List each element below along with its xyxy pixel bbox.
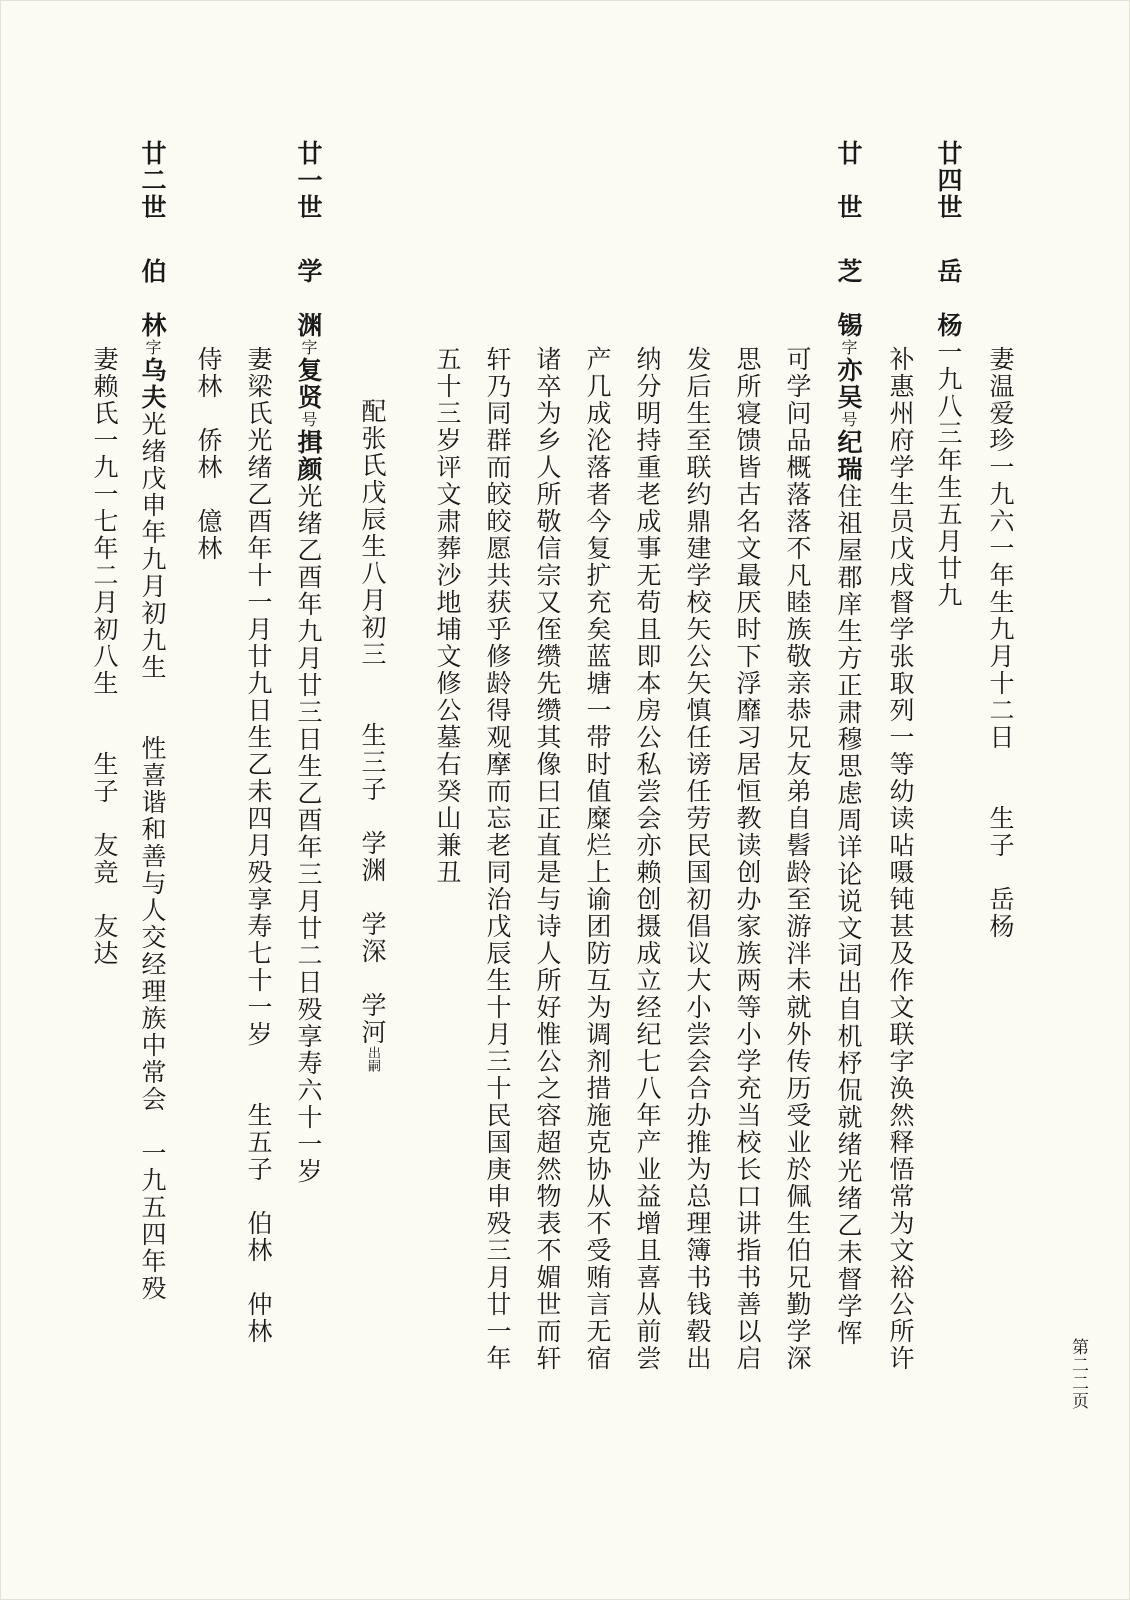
annotation-adopted-out: 出嗣 xyxy=(365,1046,380,1072)
page-number: 第二二页 xyxy=(1068,1338,1088,1410)
column-biography-3: 思所寝馈皆古名文最厌时下浮靡习居恒教读创办家族两等小学充当校长口讲指书善以启 xyxy=(733,346,762,1372)
column-xueyuan xyxy=(296,258,321,1185)
person-name-zhixi: 芝 锡 xyxy=(834,258,863,339)
generation-heading-24: 廿四世 xyxy=(934,140,963,221)
generation-heading-20: 廿 世 xyxy=(834,140,863,221)
annotation-hao: 号 xyxy=(299,411,318,429)
art-name-jirui: 纪瑞 xyxy=(834,429,863,483)
column-text: 住祖屋郡庠生方正肃穆思虑周详论说文词出自机杼侃就绪光绪乙未督学恽 xyxy=(834,483,863,1347)
annotation-zi: 字 xyxy=(143,339,162,357)
column-wife-wen xyxy=(988,346,1013,940)
generation-heading-21: 廿一世 xyxy=(294,140,323,221)
person-name-yueyang: 岳 杨 xyxy=(934,258,963,339)
column-biography-4: 发后生至联约鼎建学校矢公矢慎任谤任劳民国初倡议大小尝会合办推为总理簿书钱毂出 xyxy=(683,346,712,1372)
annotation-zi: 字 xyxy=(839,339,858,357)
column-biography-7: 诸卒为乡人所敬信宗又侄缵先缵其像曰正直是与诗人所好惟公之容超然物表不媚世而轩 xyxy=(533,346,562,1372)
column-zhixi xyxy=(836,258,861,1347)
column-biography-1: 补惠州府学生员戊戌督学张取列一等幼读呫嗫钝甚及作文联字涣然释悟常为文裕公所许 xyxy=(886,346,915,1372)
generation-heading-22: 廿二世 xyxy=(138,140,167,221)
column-text: 光绪乙酉年九月廿三日生乙酉年三月廿二日殁享寿六十一岁 xyxy=(294,483,323,1185)
person-name-bolin: 伯 林 xyxy=(138,258,167,339)
courtesy-name-fuxian: 复贤 xyxy=(294,357,323,411)
column-text: 一九八三年生五月廿九 xyxy=(934,339,963,609)
courtesy-name-wufu: 乌夫 xyxy=(138,357,167,411)
column-biography-9: 五十三岁评文肃葬沙地埔文修公墓右癸山兼丑 xyxy=(433,346,462,886)
column-spouse-zhang: 配张氏戊辰生八月初三 生三子 学渊 学深 学河出嗣 xyxy=(358,398,387,1072)
column-biography-6: 产几成沦落者今复扩充矣蓝塘一带时值糜烂上谕团防互为调剂措施克协从不受贿言无宿 xyxy=(583,346,612,1372)
column-wife-liang: 妻梁氏光绪乙酉年十一月廿九日生乙未四月殁享寿七十一岁 生五子 伯林 仲林 xyxy=(244,346,273,1345)
person-name-xueyuan: 学 渊 xyxy=(294,258,323,339)
column-biography-5: 纳分明持重老成事无苟且即本房公私尝会亦赖创摄成立经纪七八年产业益增且喜从前尝 xyxy=(633,346,662,1372)
art-name-yiyan: 揖颜 xyxy=(294,429,323,483)
column-biography-2: 可学问品概落落不凡睦族敬亲恭兄友弟自髫龄至游泮未就外传历受业於佩生伯兄勤学深 xyxy=(783,346,812,1372)
annotation-hao: 号 xyxy=(839,411,858,429)
annotation-zi: 字 xyxy=(299,339,318,357)
courtesy-name-yiwu: 亦吴 xyxy=(834,357,863,411)
column-biography-8: 轩乃同群而皎皎愿共获乎修龄得观摩而忘老同治戊辰生十月三十民国庚申殁三月廿一年 xyxy=(483,346,512,1372)
column-sons-continued: 侍林 侨林 億林 xyxy=(194,346,223,562)
column-yueyang xyxy=(936,258,961,609)
column-text: 妻温爱珍一九六一年生九月十二日 生子 岳杨 xyxy=(986,346,1015,940)
column-wife-lai: 妻赖氏一九一七年二月初八生 生子 友竞 友达 xyxy=(90,346,119,967)
column-text: 光绪戊申年九月初九生 性喜谐和善与人交经理族中常会 一九五四年殁 xyxy=(138,411,167,1302)
column-bolin xyxy=(140,258,165,1302)
